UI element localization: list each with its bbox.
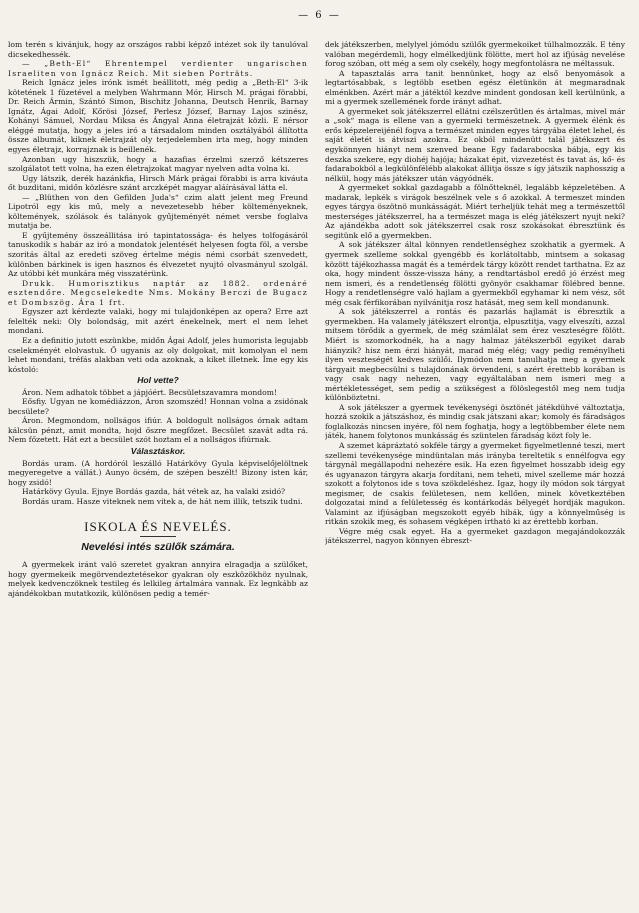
paragraph: lom terén s kivánjuk, hogy az országos rabbi képző intézet sok ily tanulóval dicsekedhessék. <box>8 40 308 59</box>
section-subtitle: Nevelési intés szülők számára. <box>81 540 235 553</box>
paragraph: Végre még csak egyet. Ha a gyermeket gazdagon megajándokozzák játékszerrel, nagyon könnyen ébreszt- <box>325 526 625 546</box>
paragraph: A sok játékszer a gyermek tevékenységi ösztönét játékdühvé változtatja, hozzá szokik a játszáshoz, és mindig csak játszani akar; komoly és fáradságos foglalkozás nincsen inyére, föl nem foghatja, hogy a legtöbbember élete nem játék, hanem folytonos munkásság és szüntelen fáradság közt foly le. <box>325 402 625 441</box>
subheading-hol-vette: Hol vette? <box>137 375 179 386</box>
paragraph: A sok játékszer által könnyen rendetlenséghez szokhatik a gyermek. A gyermek szelleme sokkal gyengébb és korlátoltabb, mintsem a sokasag között tájékozhassa magát és a temérdek tárgy között rendet tarthatna. Ez az oka, hogy mindent össze-vissza hány, a rendtartásbol eredő jó érzést meg nem ismeri, és a rendetlenség fölötti gyönyör csakhamar fölébred benne. Hogy a rendetlenségre való hajlam a gyermekből egyhamar ki nem vész, sőt még csak férfikorában nyilvánitja rosz hatását, meg sem kell mondanunk. <box>325 240 625 307</box>
paragraph: A gyermeket sokkal gazdagabb a fölnőtteknél, legalább képzeletében. A madarak, lepkék s virágok beszélnek vele s ő azokkal. A termeszet minden egyes tárgya öszötnö munkásságát. Miért terheljük tehát meg a természettől mesterséges játékszerrel, ha a természet maga is elég játékszert nyujt neki? Az ajándékba adott sok játékszerrel csak rosz szokásokat ébresztünk és segitünk elő a gyermekben. <box>325 183 625 240</box>
book-notice: Drukk. Humorisztikus naptár az 1882. ordenáré esztendőre. Megcselekedte Nms. Mokány Berczi de Bugacz et Dombszög. Ára 1 frt. <box>8 278 308 307</box>
paragraph: Reich Ignácz jeles irónk ismét beállitott, még pedig a „Beth-El“ 3-ik kötetének 1 füzetével a melyben Wahrmann Mór, Hirsch M. prágai förabbi, Dr. Reich Ármin, Szántó Simon, Bischitz Johanna, Deutsch Henrik, Barnay Ignátz, Ágai Adolf, Kőrösi József, Perlesz József, Barnay Lajos szinész, Kohányi Sámuel, Nordau Miksa és Ángyal Anna életrajzát közli. E nérsor eléggé mutatja, hogy a jeles iró a társadalom minden osztályából állította össze albumát, kiknek életrajzát oly terjedelemben irta meg, hogy minden egyes életrajz, korrajznak is beillenék. <box>8 78 308 155</box>
dialog-line: Bordás uram. Hasze viteknek nem vitek a, de hát nem illik, tetszik tudni. <box>22 496 303 506</box>
dialog-line: Eősfiy. Ugyan ne komédiázzon, Áron szomszéd! Honnan volna a zsidónak becsülete? <box>8 397 308 416</box>
section-title: ISKOLA ÉS NEVELÉS. <box>84 519 232 535</box>
paragraph: A gyermekek iránt való szeretet gyakran annyira elragadja a szülőket, hogy gyermekeik megörvendeztetésekor gyakran oly eszközökhöz nyulnak, melyek kedvenczöknek testileg és lelkileg ártalmára vannak. Ez legnkább az ajándékokban mutatkozik, különösen pedig a temér- <box>8 560 308 598</box>
right-column <box>325 40 625 908</box>
left-column <box>8 40 308 908</box>
paragraph: Ugy látszik, derék hazánkfia, Hirsch Márk prágai förabbi is arra kiváuta őt buzditani, midőn közlésre szánt arczképét magyar aláírásával látta el. <box>8 173 308 193</box>
paragraph: dek játékszerben, melylyel jómódu szülők gyermekoiket túlhalmozzák. E tény valóban megérdemli, hogy elmélkedjünk fölötte, mert hol az ifjúság nevelése forog szóban, ott még a sem oly csekély, hogy megfontolásra ne méltassuk. <box>325 40 625 69</box>
paragraph: A gyermeket sok játékszerrel ellátni czélszerűtlen és ártalmas, mivel már a „sok“ maga is ellene van a gyermeki természetnek. A gyermek élénk és erős képzelereijénél fogva a természet minden egyes tárgyába életet lehel, és saját életét is átviszi azokra. Ez okból mindenütt talál játékszert és egykönnyen hiányt nem szenved beane Egy fadarabocska bábja, egy kis deszka szekere, egy diohéj hajója; házakat épit, vizvezetést és tavat ás, kő- és fadarabokból a legkülönfélébb alakokat állitja össze s így játszik naphosszig a nélkül, hogy más játékszer után vágyódnék. <box>325 106 625 183</box>
subheading-valasztaskor: Választáskor. <box>130 445 186 456</box>
section-rule <box>140 536 176 537</box>
paragraph: A szemet kápráztató sokféle tárgy a gyermeket figyelmetlenné teszi, mert szellemi tevékenysége mindüntalan más irányba tereltetik s ennélfogva egy tárgynál megállapodni nehezére esik. Ha ezen figyelmet hosszabb ideig egy és ugyanazon tárgyra akarja fordítani, nem teheti, mivel szelleme már hozzá szokott a folytonos ide s tova szökdeléshez. Igaz, hogy ily módon sok tárgyat megismer, de csakis felületesen, nem kellően, minek következtében dolgozatai mind a felületesség és kontárkodás bélyegét hordják magukon. Valamint az ifjúságban megszokott egyéb hibák, úgy a könnyelműség is ritkán szokik meg, és sohasem végképen irtható ki az érettebb korban. <box>325 440 625 527</box>
dialog-line: Határkövy Gyula. Ejnye Bordás gazda, hát vétek az, ha valaki zsidó? <box>22 487 286 497</box>
book-notice: — „Beth-El“ Ehrentempel verdienter ungarischen Israeliten von Ignácz Reich. Mit sieben Porträts. <box>8 59 308 78</box>
page-number: — 6 — <box>298 10 341 21</box>
dialog-line: Bordás uram. (A hordóról leszálló Határkövy Gyula képviselőjelöltnek megyeregetve a vállát.) Aunyo öcsém, de szépen beszélt! Bizony isten kár, hogy zsidó! <box>8 458 308 487</box>
paragraph: Ez a definitio jutott eszünkbe, midőn Ágai Adolf, jeles humorista legujabb cselekményét elolvastuk. Ő ugyanis az oly dolgokat, mit komolyan el nem lehet mondani, tréfás alakban veti oda azoknak, a kiket illetnek. Íme egy kis kóstoló: <box>8 335 308 374</box>
paragraph: E gyűjtemény összeállitása irό tapintatosságа- és helyes tolfogásáról tanuskodik s habár az iró a mondatok jelentését helyesen fogta föl, a versbe szoritás által az eredeti szöveg értelme mégis némi csorbát szenvedett, különben bárkinek is igen hasznos és élvezetet nyujtó olvasmányul szolgál. Az utóbbi két munkára még visszatérünk. <box>8 230 308 279</box>
paragraph: A tapasztalás arra tanit bennünket, hogy az első benyomások a legtartósabbak, s legtöbb esetben egész életünkön át megmaradnak elménkben. Azért már a játéktól kezdve mindent gondosan kell kerülnünk, a mi a gyermek szellemének forde irányt adhat. <box>325 68 625 107</box>
dialog-line: Áron. Megmondom, nollságos ifiúr. A boldogult nollságos órnak adtam kálcsün pénzt, amit mondta, hojd őszre megfőzet. Becsület szavát adta rá. Nem főzetett. Hát ezt a becsület szót hoztam el a nollságos ifiúrnak. <box>8 416 308 445</box>
paragraph: Egyszer azt kérdezte valaki, hogy mi tulajdonképen az opera? Erre azt felelték neki: Oly bolondság, mit azért énekelnek, mert el nem lehet mondani. <box>8 307 308 336</box>
book-notice: — „Blüthen von den Gefilden Juda's“ czim alatt jelent meg Freund Lipotról egy kis mű, mely a nevezetesebb héber költeményeknek, költemények, szólások és talányok gyűjteményét német versbe foglalva mutatja be. <box>8 192 308 231</box>
paragraph: A sok játékszerrel a rontás és pazarlás hajlamát is ébresztik a gyermekben. Ha valamely játékszert elrontja, elpusztitja, vagy elveszíti, azzal mitsem törődik a gyermek, de még számlálat sem érez veszteségre fölött. Miért is szomorkodnék, ha a nagy halmaz játékszerből egyiket darab hiányzik? hisz nem érzi hiányát, marad még elég; vagy pedig reménylheti ilyen veszteségét kedves szülői. Ilymódon nem tanulhatja meg a gyermek tárgyait megbecsülni s tulajdonának örvendeni, s azért érettebb korában is vagy csak nagy nehezen, vagy egyáltalában nem ismeri meg a mértékletességet, sem pedig a szükségest a fölöslegestől meg nem tudja különböztetni. <box>325 307 625 403</box>
dialog-line: Áron. Nem adhatok többet a jápjóért. Becsületszavamra mondom! <box>22 387 277 397</box>
paragraph: Azonban ugy hiszszük, hogy a hazafias érzelmi szerző kétszeres szolgálatot tett volna, ha ezen életrajzokat magyar nyelven adta volna ki. <box>8 154 308 174</box>
